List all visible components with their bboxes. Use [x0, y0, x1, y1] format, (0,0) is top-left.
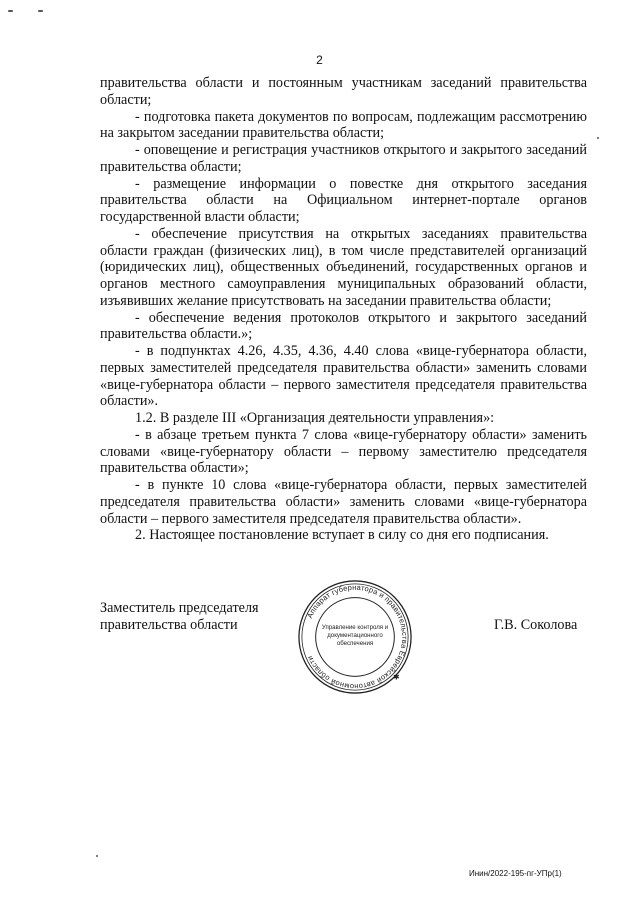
stamp-star-icon: ✱ [393, 672, 400, 682]
paragraph: правительства области и постоянным участникам заседаний правительства области; [100, 75, 587, 108]
paragraph: - размещение информации о повестке дня открытого заседания правительства области на Официальном интернет-портале органов государственной власти области; [100, 175, 587, 225]
paragraph: - оповещение и регистрация участников открытого и закрытого заседаний правительства области; [100, 142, 587, 175]
paragraph: 2. Настоящее постановление вступает в силу со дня его подписания. [135, 527, 549, 544]
signer-title [100, 600, 259, 634]
stamp-ring-text: Аппарат губернатора и правительства Еврейской автономной области [305, 582, 410, 692]
scan-mark [8, 10, 13, 12]
paragraph: - в пункте 10 слова «вице-губернатора области, первых заместителей председателя правительства области» заменить словами «вице-губернатора области – первого заместителя председателя правительства области». [100, 477, 587, 527]
paragraph: - обеспечение присутствия на открытых заседаниях правительства области граждан (физических лиц), в том числе представителей организаций (юридических лиц), общественных объединений, государственных органов и органов местного самоуправления муниципальных образований области, изъявивших желание присутствовать на заседании правительства области; [100, 225, 587, 309]
page-number: 2 [316, 53, 323, 67]
signer-name: Г.В. Соколова [494, 617, 578, 633]
document-code: Инин/2022-195-пг-УПр(1) [469, 869, 562, 878]
scan-mark [597, 137, 599, 139]
scan-mark [96, 855, 98, 857]
signer-title-line: Заместитель председателя [100, 600, 259, 616]
scan-mark [38, 10, 43, 12]
stamp-center-text: Управление контроля и [321, 624, 389, 632]
signer-title-line: правительства области [100, 617, 238, 633]
paragraph: - в абзаце третьем пункта 7 слова «вице-губернатору области» заменить словами «вице-губернатору области – первому заместителю председателя правительства области»; [100, 426, 587, 477]
document-body [100, 75, 587, 544]
stamp-center-text: обеспечения [336, 639, 374, 647]
paragraph: - в подпунктах 4.26, 4.35, 4.36, 4.40 слова «вице-губернатора области, первых заместителей председателя правительства области» заменить словами «вице-губернатора области – первого заместителя председателя правительства области». [100, 343, 587, 410]
paragraph: 1.2. В разделе III «Организация деятельности управления»: [135, 410, 495, 426]
official-stamp [296, 578, 414, 696]
stamp-center-text: документационного [327, 632, 383, 639]
paragraph: - обеспечение ведения протоколов открытого и закрытого заседаний правительства области.»; [100, 309, 587, 343]
paragraph: - подготовка пакета документов по вопросам, подлежащим рассмотрению на закрытом заседании правительства области; [100, 108, 587, 142]
